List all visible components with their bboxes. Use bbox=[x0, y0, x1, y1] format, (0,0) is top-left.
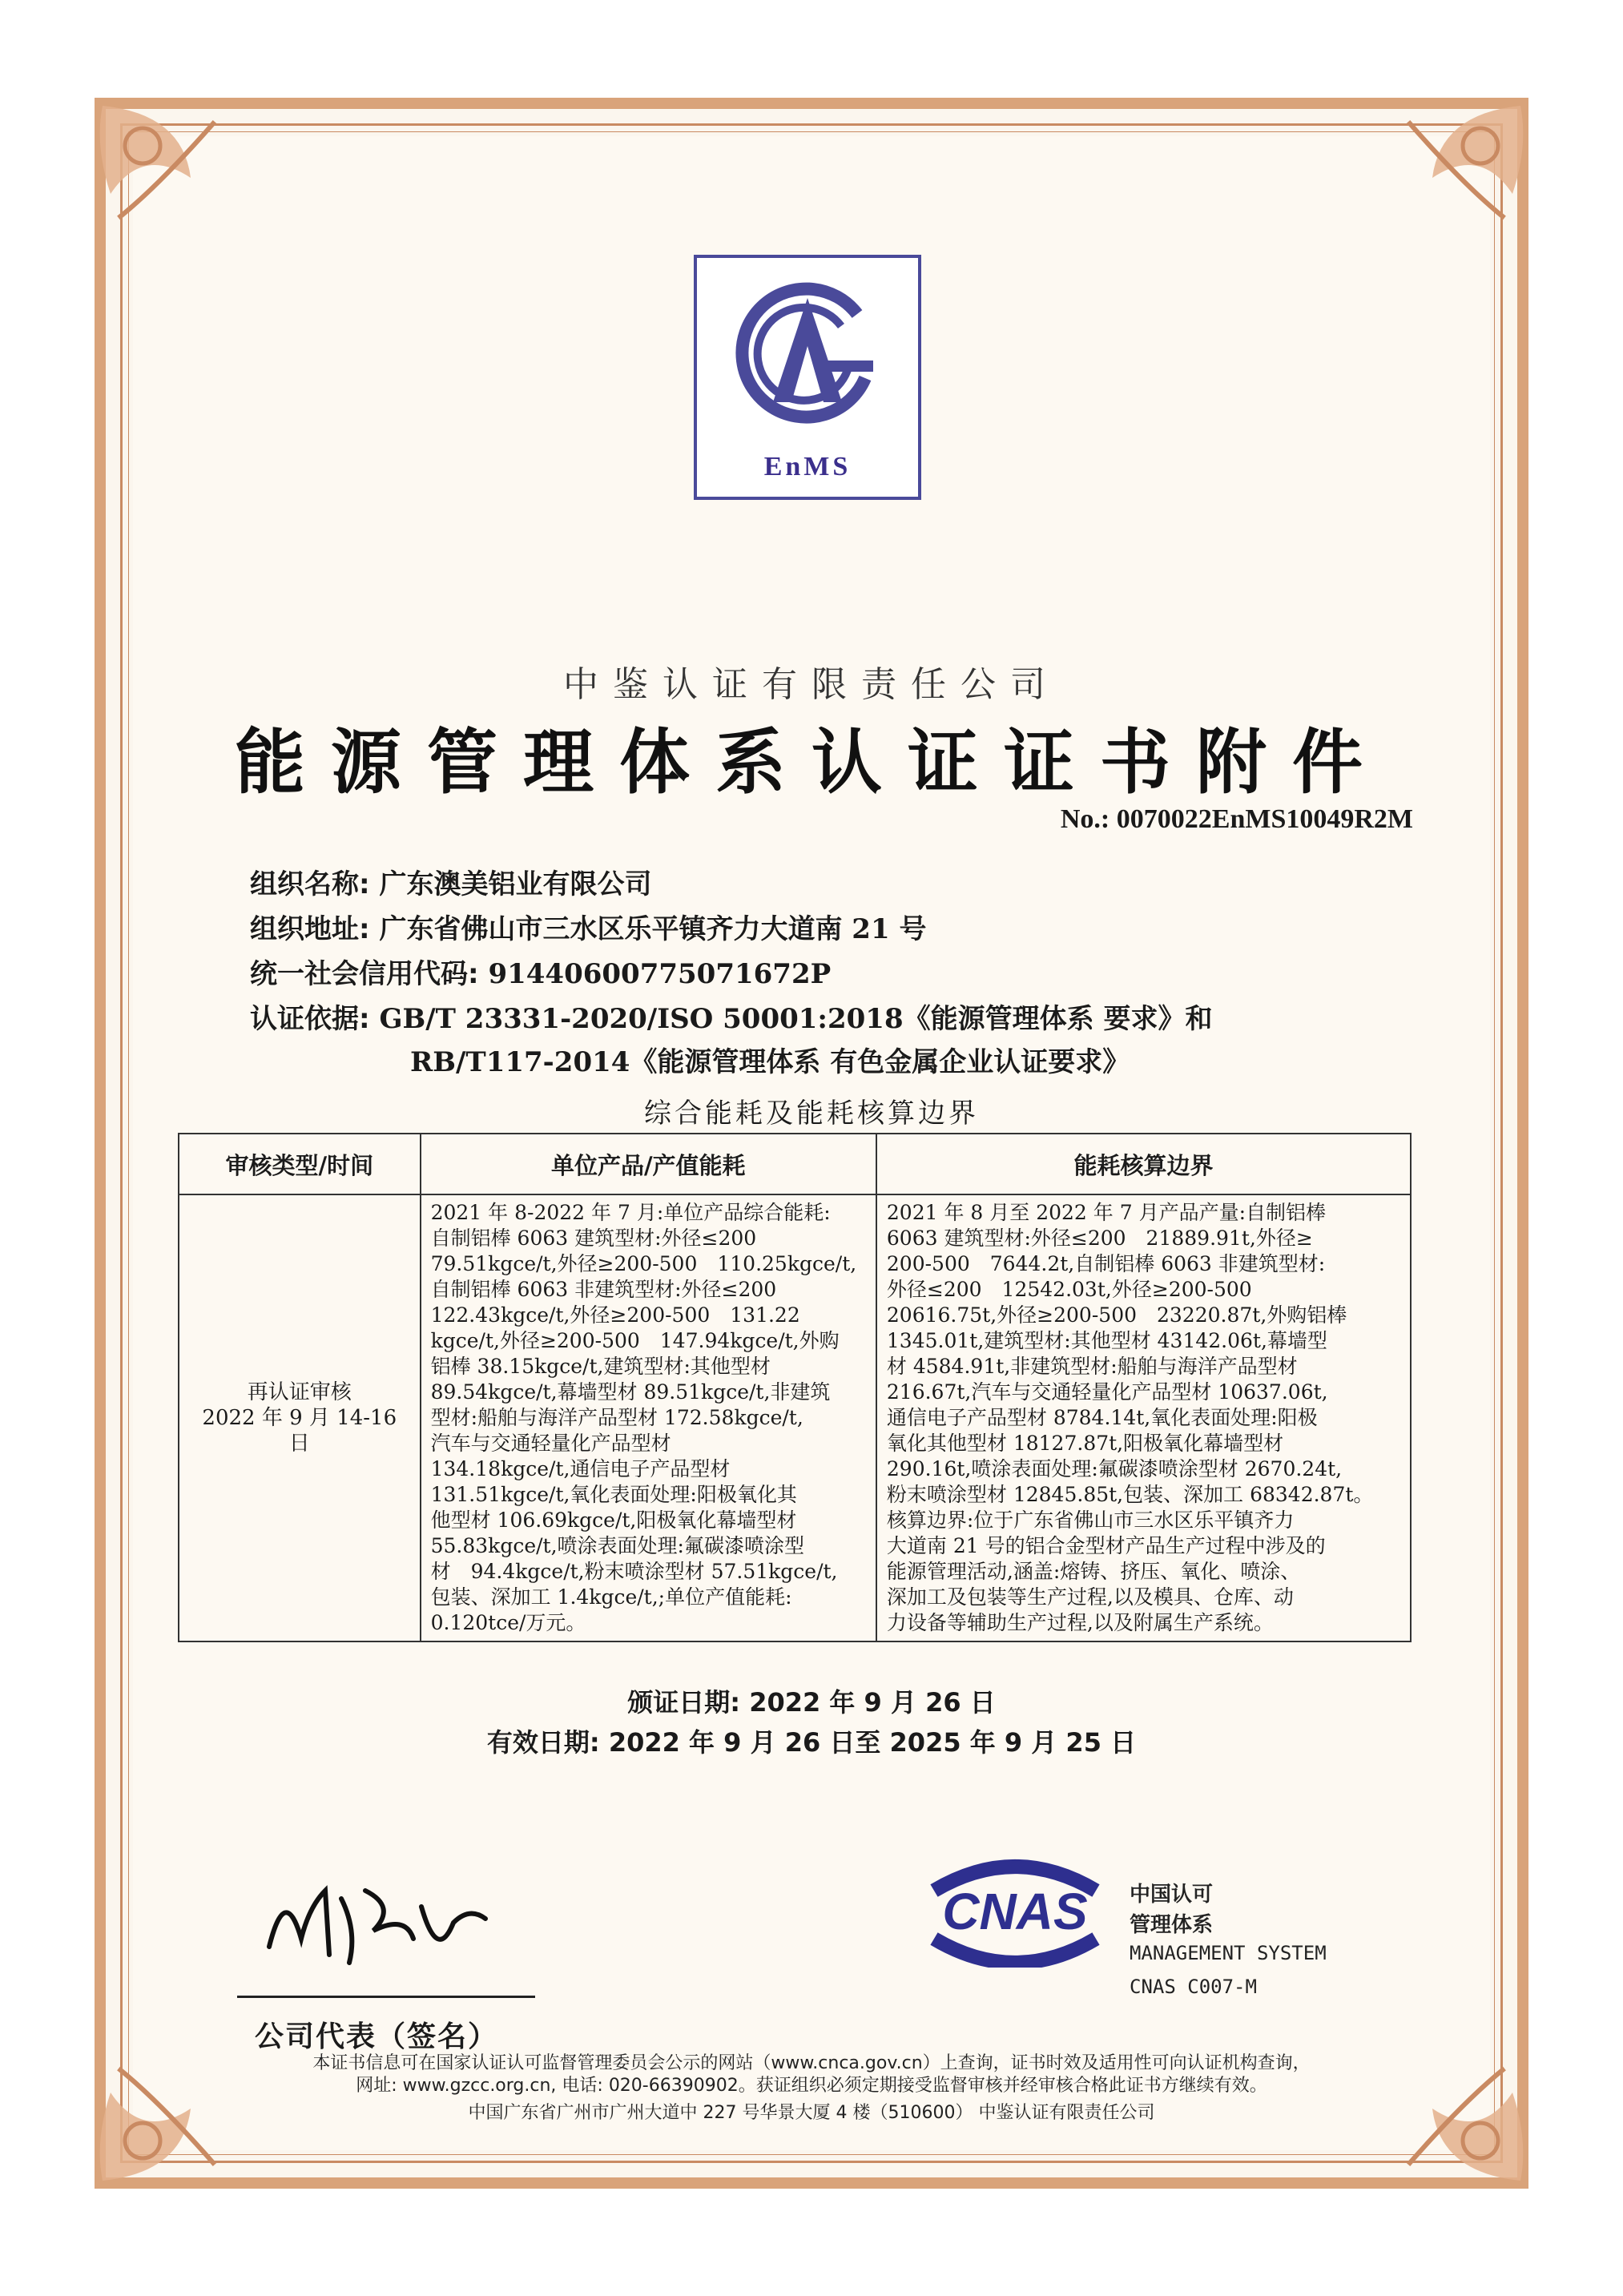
audit-type-cell bbox=[179, 1194, 421, 1641]
cnas-line2: 管理体系 bbox=[1130, 1913, 1214, 1937]
boundary-line: 粉末喷涂型材 12845.85t,包装、深加工 68342.87t。 bbox=[886, 1483, 1374, 1506]
cert-no-label: No.: bbox=[1060, 804, 1110, 834]
consumption-line: 材 94.4kgce/t,粉末喷涂型材 57.51kgce/t, bbox=[430, 1560, 838, 1583]
org-address-label: 组织地址: bbox=[250, 913, 370, 945]
org-name-row bbox=[250, 862, 651, 901]
cnas-logo-icon bbox=[910, 1859, 1120, 1968]
consumption-line: 汽车与交通轻量化产品型材 bbox=[430, 1432, 671, 1455]
boundary-line: 6063 建筑型材:外径≤200 21889.91t,外径≥ bbox=[886, 1227, 1313, 1250]
boundary-line: 290.16t,喷涂表面处理:氟碳漆喷涂型材 2670.24t, bbox=[886, 1457, 1343, 1480]
consumption-line: 他型材 106.69kgce/t,阳极氧化幕墙型材 bbox=[430, 1509, 797, 1532]
enms-logo bbox=[694, 255, 921, 500]
table-header-row bbox=[179, 1134, 1411, 1194]
cnas-line1: 中国认可 bbox=[1130, 1883, 1214, 1907]
consumption-line: 自制铝棒 6063 建筑型材:外径≤200 bbox=[430, 1227, 757, 1250]
cnas-line4: CNAS C007-M bbox=[1130, 1976, 1257, 1998]
credit-code-row bbox=[250, 952, 831, 991]
issue-date-label: 颁证日期: bbox=[627, 1687, 741, 1718]
basis-row-2 bbox=[410, 1040, 1130, 1079]
cnas-line3: MANAGEMENT SYSTEM bbox=[1130, 1942, 1327, 1964]
footer-line2: 网址: www.gzcc.org.cn, 电话: 020-66390902。获证组织必须定期接受监督审核并经审核合格此证书方继续有效。 bbox=[356, 2076, 1267, 2096]
org-address-value: 广东省佛山市三水区乐平镇齐力大道南 21 号 bbox=[379, 913, 927, 945]
table-header: 审核类型/时间 bbox=[179, 1134, 421, 1194]
boundary-line: 20616.75t,外径≥200-500 23220.87t,外购铝棒 bbox=[886, 1303, 1347, 1327]
boundary-line: 216.67t,汽车与交通轻量化产品型材 10637.06t, bbox=[886, 1380, 1328, 1404]
basis-row bbox=[250, 997, 1212, 1036]
credit-code-value: 91440600775071672P bbox=[488, 958, 832, 990]
corner-ornament-icon bbox=[95, 98, 271, 274]
boundary-line: 能源管理活动,涵盖:熔铸、挤压、氧化、喷涂、 bbox=[886, 1560, 1301, 1583]
table-row bbox=[179, 1194, 1411, 1641]
basis-line2: RB/T117-2014《能源管理体系 有色金属企业认证要求》 bbox=[410, 1046, 1130, 1078]
boundary-line: 1345.01t,建筑型材:其他型材 43142.06t,幕墙型 bbox=[886, 1329, 1327, 1352]
certificate-number bbox=[1061, 804, 1413, 835]
basis-line1: GB/T 23331-2020/ISO 50001:2018《能源管理体系 要求》和 bbox=[379, 1003, 1213, 1035]
org-address-row bbox=[250, 907, 926, 946]
corner-ornament-icon bbox=[1352, 98, 1528, 274]
consumption-line: 79.51kgce/t,外径≥200-500 110.25kgce/t, bbox=[430, 1252, 857, 1275]
org-name-label: 组织名称: bbox=[250, 868, 370, 900]
table-caption: 综合能耗及能耗核算边界 bbox=[644, 1098, 979, 1130]
org-name-value: 广东澳美铝业有限公司 bbox=[379, 868, 652, 900]
consumption-line: 0.120tce/万元。 bbox=[430, 1611, 586, 1634]
consumption-line: 89.54kgce/t,幕墙型材 89.51kgce/t,非建筑 bbox=[430, 1380, 831, 1404]
table-header: 能耗核算边界 bbox=[876, 1134, 1411, 1194]
consumption-line: 包装、深加工 1.4kgce/t,;单位产值能耗: bbox=[430, 1585, 792, 1609]
issue-date-row bbox=[0, 1682, 1623, 1719]
basis-label: 认证依据: bbox=[250, 1003, 370, 1035]
consumption-line: 131.51kgce/t,氧化表面处理:阳极氧化其 bbox=[430, 1483, 797, 1506]
boundary-line: 力设备等辅助生产过程,以及附属生产系统。 bbox=[886, 1611, 1274, 1634]
boundary-line: 氧化其他型材 18127.87t,阳极氧化幕墙型材 bbox=[886, 1432, 1284, 1455]
consumption-line: 134.18kgce/t,通信电子产品型材 bbox=[430, 1457, 731, 1480]
certificate-title: 能源管理体系认证证书附件 bbox=[234, 721, 1388, 804]
valid-date-label: 有效日期: bbox=[486, 1727, 600, 1758]
valid-date-row bbox=[0, 1722, 1623, 1759]
cnas-logo-text: CNAS bbox=[942, 1883, 1088, 1940]
signature-label: 公司代表（签名） bbox=[255, 2020, 499, 2053]
credit-code-label: 统一社会信用代码: bbox=[250, 958, 479, 990]
consumption-line: kgce/t,外径≥200-500 147.94kgce/t,外购 bbox=[430, 1329, 840, 1352]
valid-date-range: 2022 年 9 月 26 日至 2025 年 9 月 25 日 bbox=[608, 1727, 1137, 1758]
boundary-line: 通信电子产品型材 8784.14t,氧化表面处理:阳极 bbox=[886, 1406, 1318, 1429]
boundary-line: 材 4584.91t,非建筑型材:船舶与海洋产品型材 bbox=[886, 1355, 1298, 1378]
audit-date: 2022 年 9 月 14-16 日 bbox=[202, 1406, 397, 1456]
issuer-name: 中鉴认证有限责任公司 bbox=[563, 664, 1060, 705]
signature-icon bbox=[253, 1859, 493, 1979]
consumption-line: 55.83kgce/t,喷涂表面处理:氟碳漆喷涂型 bbox=[430, 1534, 804, 1557]
boundary-cell bbox=[876, 1194, 1411, 1641]
consumption-line: 型材:船舶与海洋产品型材 172.58kgce/t, bbox=[430, 1406, 803, 1429]
boundary-line: 大道南 21 号的铝合金型材产品生产过程中涉及的 bbox=[886, 1534, 1326, 1557]
logo-text: EnMS bbox=[763, 452, 852, 481]
boundary-line: 核算边界:位于广东省佛山市三水区乐平镇齐力 bbox=[886, 1509, 1295, 1532]
issue-date: 2022 年 9 月 26 日 bbox=[749, 1687, 996, 1718]
cg-enms-logo-icon bbox=[697, 258, 918, 442]
consumption-line: 122.43kgce/t,外径≥200-500 131.22 bbox=[430, 1303, 800, 1327]
energy-table bbox=[178, 1133, 1412, 1642]
boundary-line: 深加工及包装等生产过程,以及模具、仓库、动 bbox=[886, 1585, 1294, 1609]
consumption-line: 2021 年 8-2022 年 7 月:单位产品综合能耗: bbox=[430, 1201, 831, 1224]
boundary-line: 外径≤200 12542.03t,外径≥200-500 bbox=[886, 1278, 1252, 1301]
cert-no-value: 0070022EnMS10049R2M bbox=[1116, 804, 1413, 834]
footer-line1: 本证书信息可在国家认证认可监督管理委员会公示的网站（www.cnca.gov.cn）上查询，证书时效及适用性可向认证机构查询， bbox=[312, 2053, 1311, 2073]
table-header: 单位产品/产值能耗 bbox=[421, 1134, 876, 1194]
boundary-line: 2021 年 8 月至 2022 年 7 月产品产量:自制铝棒 bbox=[886, 1201, 1326, 1224]
consumption-line: 铝棒 38.15kgce/t,建筑型材:其他型材 bbox=[430, 1355, 771, 1378]
signature-line bbox=[237, 1996, 535, 1998]
audit-type: 再认证审核 bbox=[247, 1380, 352, 1404]
consumption-line: 自制铝棒 6063 非建筑型材:外径≤200 bbox=[430, 1278, 777, 1301]
consumption-cell bbox=[421, 1194, 876, 1641]
boundary-line: 200-500 7644.2t,自制铝棒 6063 非建筑型材: bbox=[886, 1252, 1326, 1275]
footer-line3: 中国广东省广州市广州大道中 227 号华景大厦 4 楼（510600） 中鉴认证有限责任公司 bbox=[468, 2103, 1155, 2123]
